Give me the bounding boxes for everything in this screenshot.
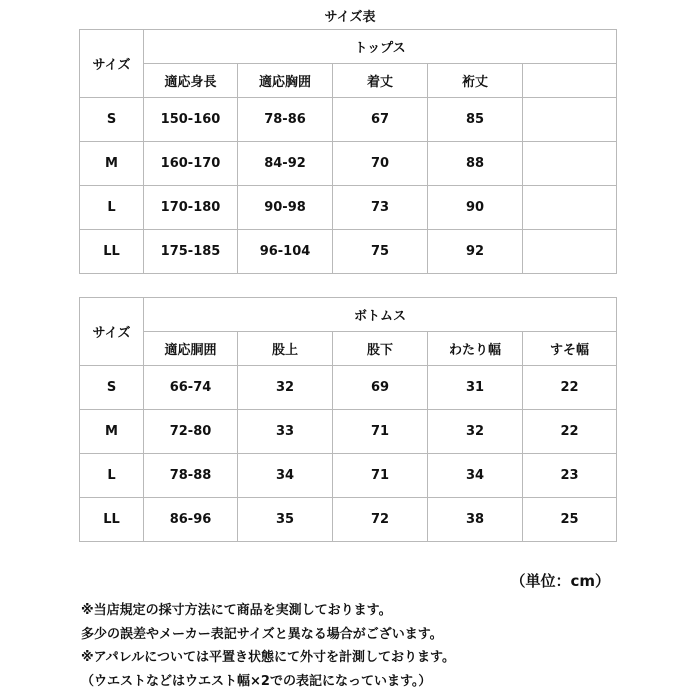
table-cell: 92: [428, 230, 523, 274]
size-label-cell: L: [80, 454, 144, 498]
table-header-row: [80, 30, 617, 64]
table-row: [80, 366, 617, 410]
table-row: [80, 142, 617, 186]
table-cell: 32: [428, 410, 523, 454]
size-label-cell: M: [80, 142, 144, 186]
size-header-cell: サイズ: [80, 298, 144, 366]
size-label-cell: LL: [80, 230, 144, 274]
table-row: [80, 186, 617, 230]
table-cell: 32: [238, 366, 333, 410]
table-cell: 31: [428, 366, 523, 410]
table-cell: 71: [333, 410, 428, 454]
column-header: 股下: [333, 332, 428, 366]
table-row: [80, 454, 617, 498]
table-cell: 67: [333, 98, 428, 142]
table-cell: 22: [523, 366, 617, 410]
column-header: 裄丈: [428, 64, 523, 98]
table-cell: [523, 142, 617, 186]
table-cell: 33: [238, 410, 333, 454]
table-cell: 70: [333, 142, 428, 186]
bottoms-size-table: [79, 297, 617, 542]
table-cell: 73: [333, 186, 428, 230]
table-cell: 34: [428, 454, 523, 498]
category-header-cell: ボトムス: [144, 298, 617, 332]
column-header: 適応身長: [144, 64, 238, 98]
column-header: 股上: [238, 332, 333, 366]
table-cell: 170-180: [144, 186, 238, 230]
table-cell: 35: [238, 498, 333, 542]
column-header: 適応胴囲: [144, 332, 238, 366]
table-cell: 75: [333, 230, 428, 274]
table-row: [80, 410, 617, 454]
column-header: 着丈: [333, 64, 428, 98]
size-label-cell: M: [80, 410, 144, 454]
table-cell: 25: [523, 498, 617, 542]
size-label-cell: LL: [80, 498, 144, 542]
table-cell: 22: [523, 410, 617, 454]
note-line: 多少の誤差やメーカー表記サイズと異なる場合がございます。: [81, 626, 443, 642]
column-header-row: [80, 332, 617, 366]
column-header: [523, 64, 617, 98]
column-header: わたり幅: [428, 332, 523, 366]
table-cell: 34: [238, 454, 333, 498]
table-cell: 78-86: [238, 98, 333, 142]
size-header-cell: サイズ: [80, 30, 144, 98]
table-cell: 175-185: [144, 230, 238, 274]
table-cell: 90-98: [238, 186, 333, 230]
note-line: ※当店規定の採寸方法にて商品を実測しております。: [81, 603, 392, 618]
table-cell: 84-92: [238, 142, 333, 186]
table-cell: 72: [333, 498, 428, 542]
table-cell: [523, 186, 617, 230]
table-cell: 23: [523, 454, 617, 498]
table-cell: 38: [428, 498, 523, 542]
table-cell: 78-88: [144, 454, 238, 498]
table-cell: 71: [333, 454, 428, 498]
column-header: すそ幅: [523, 332, 617, 366]
size-label-cell: S: [80, 366, 144, 410]
note-line: ※アパレルについては平置き状態にて外寸を計測しております。: [81, 650, 455, 665]
size-label-cell: S: [80, 98, 144, 142]
column-header-row: [80, 64, 617, 98]
table-cell: 88: [428, 142, 523, 186]
table-cell: 150-160: [144, 98, 238, 142]
tops-size-table: [79, 29, 617, 274]
category-header-cell: トップス: [144, 30, 617, 64]
table-cell: 85: [428, 98, 523, 142]
notes-block: [81, 599, 455, 693]
unit-label: （単位：cm）: [510, 572, 610, 590]
table-cell: 69: [333, 366, 428, 410]
table-cell: 90: [428, 186, 523, 230]
table-cell: 86-96: [144, 498, 238, 542]
table-cell: 72-80: [144, 410, 238, 454]
table-cell: [523, 98, 617, 142]
page-title: サイズ表: [324, 10, 376, 25]
table-row: [80, 498, 617, 542]
table-row: [80, 98, 617, 142]
table-cell: 66-74: [144, 366, 238, 410]
note-line: （ウエストなどはウエスト幅×2での表記になっています。）: [81, 673, 432, 689]
column-header: 適応胸囲: [238, 64, 333, 98]
table-cell: [523, 230, 617, 274]
table-cell: 160-170: [144, 142, 238, 186]
table-header-row: [80, 298, 617, 332]
table-cell: 96-104: [238, 230, 333, 274]
size-label-cell: L: [80, 186, 144, 230]
table-row: [80, 230, 617, 274]
